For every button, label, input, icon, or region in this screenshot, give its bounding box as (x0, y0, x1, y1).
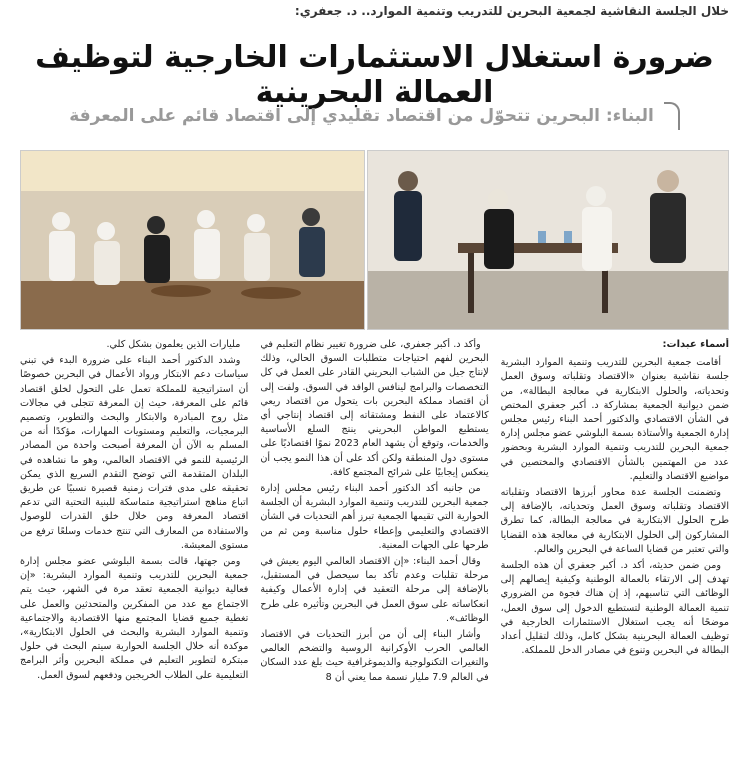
paragraph: وقال أحمد البناء: «إن الاقتصاد العالمي اليوم يعيش في مرحلة تقلبات وعدم تأكد بما سيحصل في المستقبل، بالإضافة إلى مرحلة التعقيد في إدارة الأعمال وكيفية انعكاساته على سوق العمل في البحرين وتأثيره على طرح الوظائف». (260, 556, 489, 624)
paragraph: وأكد د. أكبر جعفري، على ضرورة تغيير نظام التعليم في البحرين لفهم احتياجات متطلبات السوق الحالي، وذلك لإنتاج جيل من الشباب البحريني القادر على العمل في كل التخصصات والبرامج لينافس الوافد في السوق. ولفت إلى أن اقتصاد مملكة البحرين بات يتحول من اقتصاد ريعي كالاعتماد على النفط ومشتقاته إلى اقتصاد إنتاجي أي يستطيع المواطن البحريني ينتج السلع الأساسية والخدمات، وتوقع أن يشهد العام 2023 نموًا اقتصاديًا على مستوى دول المنطقة ولكن أكد على أن هذا النمو يجب أن ينعكس إيجابيًا على شرائح المجتمع كافة. (260, 339, 489, 478)
subheadline-bar (20, 100, 729, 132)
byline: أسماء عبدات: (662, 339, 729, 350)
paragraph: مليارات الذين يعلمون بشكل كلي. (106, 339, 241, 350)
panel-speakers-illustration (368, 151, 728, 329)
article-headline: ضرورة استغلال الاستثمارات الخارجية لتوظيف العمالة البحرينية (35, 40, 714, 110)
article-subheadline: البناء: البحرين تتحوّل من اقتصاد تقليدي إلى اقتصاد قائم على المعرفة (69, 106, 654, 126)
column-3 (20, 338, 248, 753)
column-2 (260, 338, 488, 753)
paragraph: وشدد الدكتور أحمد البناء على ضرورة البدء في تبني سياسات دعم الابتكار ورواد الأعمال في البحرين خصوصًا أن استراتيجية للمملكة تعمل على التحول لخلق اقتصاد قائم على المعرفة، حيث إن المعرفة تتجلى في مجالات مثل روح المبادرة والابتكار والبحث والتطوير، وتصميم البرمجيات، والتعليم ومستويات المهارات، مؤكدًا أنه من المسلم به الآن أن المعرفة أصبحت واحدة من المصادر الرئيسية للنمو في الاقتصاد العالمي، وهو ما نشاهده في البلدان المتقدمة التي توضح التقدم السريع الذي يمكن تحقيقه على مدى فترات زمنية قصيرة نسبيًا عن طريق اتباع مناهج استراتيجية متماسكة للبنية التحتية التي تدعم اقتصاد المعرفة ومن خلال خلق القدرات للوصول والاستفادة من المعارف التي تنتج خدمات وسلعًا ترفع من مستوى المعيشة. (20, 355, 249, 551)
audience-illustration (21, 151, 364, 329)
paragraph: ومن جهتها، قالت بسمة البلوشي عضو مجلس إدارة جمعية البحرين للتدريب وتنمية الموارد البشرية: «إن فعالية ديوانية الجمعية تعقد مرة في الشهر، حيث يتم الاجتماع مع عدد من المفكرين والمتحدثين والعمل على تغطية جميع قضايا المجتمع منها الاقتصادية والاجتماعية وتنمية الموارد البشرية والبحث في الحلول الابتكارية»، موكدة أنه خلال الجلسة الحوارية سيتم البحث في حلول مبتكرة لتطوير التعليم في مملكة البحرين وأثر البرامج التعليمية على الطلاب الخريجين ودفعهم لسوق العمل. (20, 556, 249, 681)
article-kicker: خلال الجلسة النقاشية لجمعية البحرين للتدريب وتنمية الموارد.. د. جعفري: (294, 4, 729, 18)
quote-mark-icon (664, 102, 680, 130)
paragraph: ومن ضمن حديثه، أكد د. أكبر جعفري أن هذه الجلسة تهدف إلى الارتقاء بالعمالة الوطنية وكيفية إيصالهم إلى الوظائف التي تناسبهم، إذ إن هناك فجوة من الضروري تنمية العمالة الوطنية لتستطيع الدخول إلى سوق العمل، موضحًا أنه يجب استغلال الاستثمارات الخارجية في توظيف العمالة البحرينية بشكل كامل، وذلك لتقليل أعداد البطالة في البحرين وتنوع في مصادر الدخل للمملكة. (500, 560, 729, 657)
paragraph: وتضمنت الجلسة عدة محاور أبرزها الاقتصاد وتقلباته الاقتصاد وتقلباته وسوق العمل وتحدياته، بالإضافة إلى طرح الحلول الابتكارية في معالجة البطالة، كما تطرق المشاركون إلى الحلول الابتكارية في معالجة هذه القضايا والتي تعتبر من قضايا الساعة في البحرين والعالم. (500, 487, 729, 555)
panel-speakers-photo (367, 150, 729, 330)
column-1 (501, 338, 729, 753)
paragraph: وأشار البناء إلى أن من أبرز التحديات في الاقتصاد العالمي الحرب الأوكرانية الروسية والتضخم العالمي والتغيرات التكنولوجية والديموغرافية حيث بلغ عدد السكان في العالم 7.9 مليار نسمة مما يعني أن 8 (260, 629, 489, 683)
article-body (20, 338, 729, 753)
audience-photo (20, 150, 365, 330)
paragraph: أقامت جمعية البحرين للتدريب وتنمية الموارد البشرية جلسة نقاشية بعنوان «الاقتصاد وتقلباته وسوق العمل وتحدياته، والحلول الابتكارية في معالجة البطالة»، من ضمن ديوانية الجمعية بمشاركة د. أكبر جعفري المختص في الشأن الاقتصادي والدكتور أحمد البناء رئيس مجلس إدارة الجمعية والأستاذة بسمة البلوشي عضو مجلس إدارة جمعية البحرين للتدريب وتنمية الموارد البشرية وبحضور عدد من المهتمين بالشأن الاقتصادي والمختصين في مواضيع الاقتصاد والتعليم. (500, 357, 729, 482)
paragraph: من جانبه أكد الدكتور أحمد البناء رئيس مجلس إدارة جمعية البحرين للتدريب وتنمية الموارد البشرية أن الجلسة الحوارية التي تقيمها الجمعية تبرز أهم التحديات في الشأن الاقتصادي والتعليمي وإعطاء حلول مناسبة ومن ثم من طرحها على الجهات المعنية. (260, 483, 489, 551)
photo-strip (20, 150, 729, 328)
